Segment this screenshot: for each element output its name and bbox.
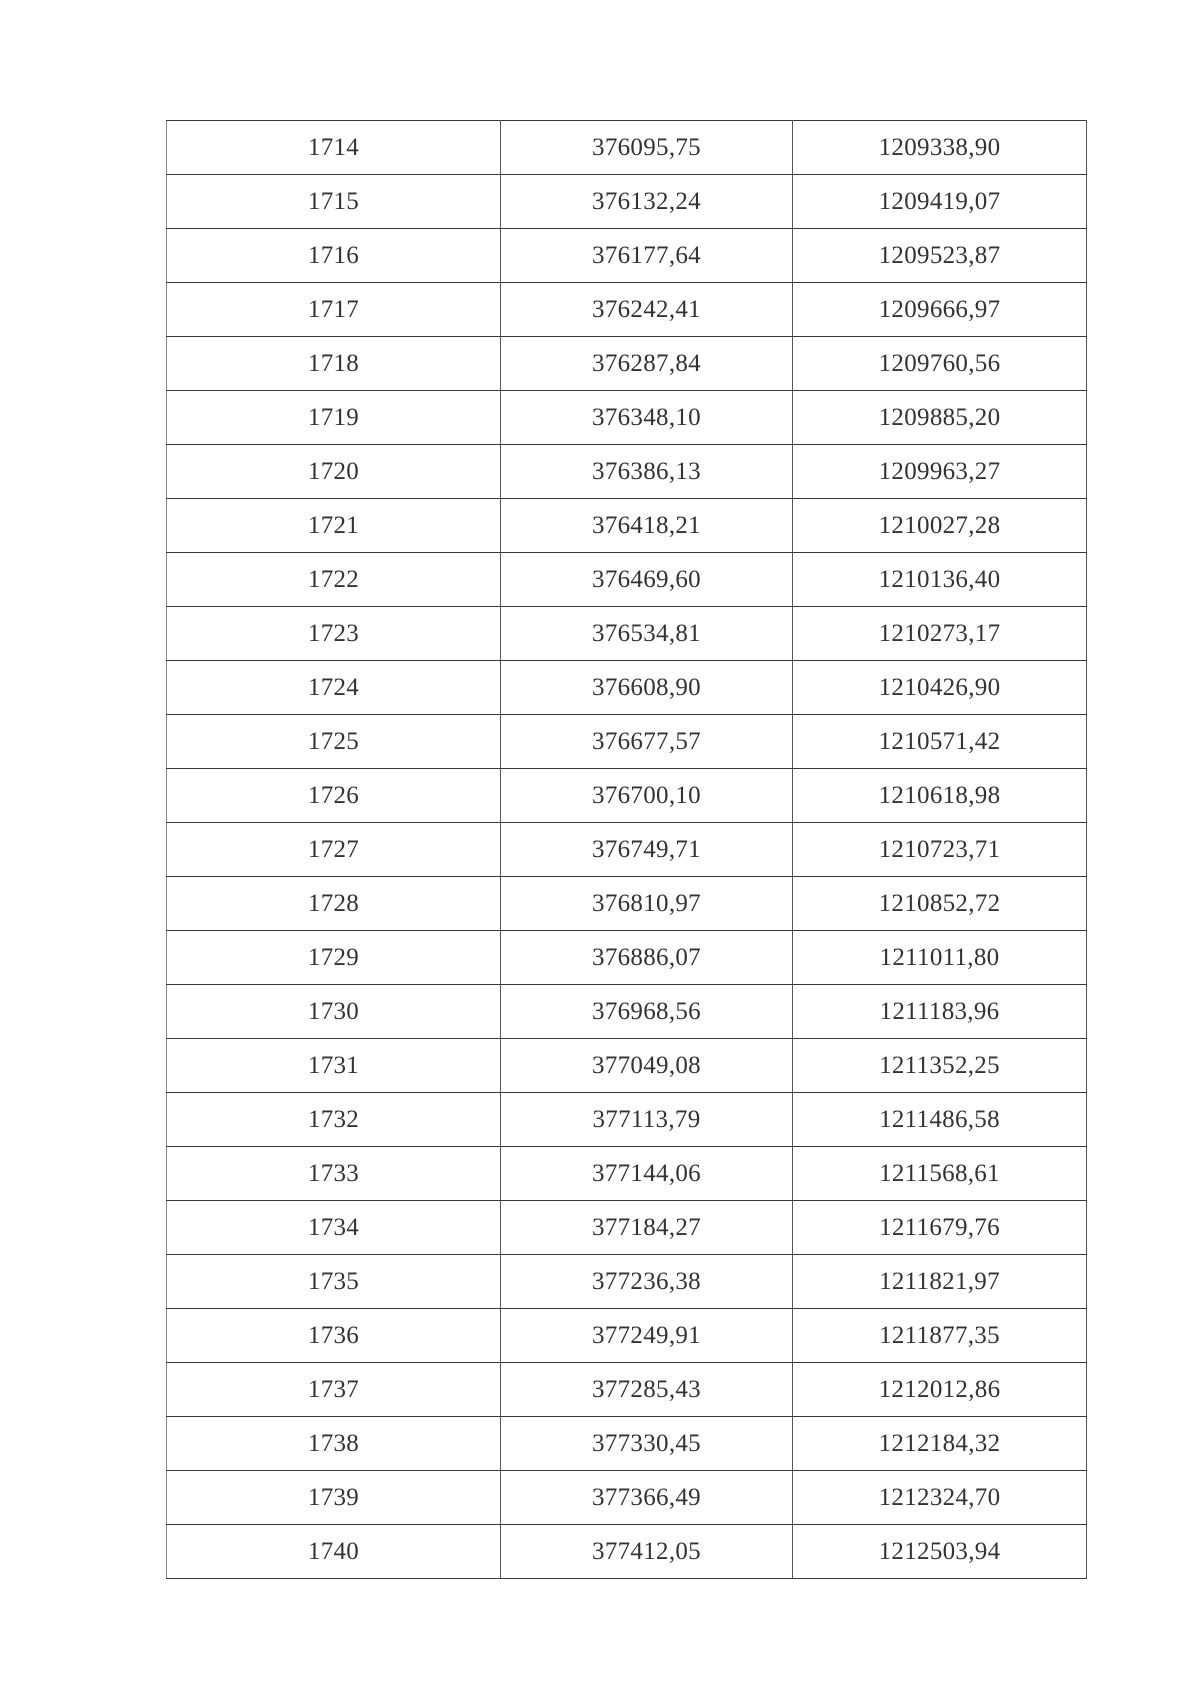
table-row: [167, 445, 1087, 499]
x-coordinate: 376749,71: [501, 823, 793, 877]
point-number: 1726: [167, 769, 501, 823]
y-coordinate: 1212184,32: [793, 1417, 1087, 1471]
table-row: [167, 1147, 1087, 1201]
table-row: [167, 553, 1087, 607]
point-number: 1719: [167, 391, 501, 445]
y-coordinate: 1210027,28: [793, 499, 1087, 553]
x-coordinate: 376469,60: [501, 553, 793, 607]
y-coordinate: 1209885,20: [793, 391, 1087, 445]
point-number: 1725: [167, 715, 501, 769]
point-number: 1722: [167, 553, 501, 607]
table-row: [167, 229, 1087, 283]
x-coordinate: 377249,91: [501, 1309, 793, 1363]
point-number: 1730: [167, 985, 501, 1039]
point-number: 1728: [167, 877, 501, 931]
table-row: [167, 877, 1087, 931]
x-coordinate: 377113,79: [501, 1093, 793, 1147]
point-number: 1734: [167, 1201, 501, 1255]
point-number: 1739: [167, 1471, 501, 1525]
y-coordinate: 1211352,25: [793, 1039, 1087, 1093]
x-coordinate: 377236,38: [501, 1255, 793, 1309]
point-number: 1729: [167, 931, 501, 985]
table-row: [167, 1201, 1087, 1255]
y-coordinate: 1209338,90: [793, 121, 1087, 175]
table-row: [167, 1309, 1087, 1363]
point-number: 1715: [167, 175, 501, 229]
table-row: [167, 1093, 1087, 1147]
y-coordinate: 1210571,42: [793, 715, 1087, 769]
x-coordinate: 376886,07: [501, 931, 793, 985]
table-row: [167, 1363, 1087, 1417]
point-number: 1732: [167, 1093, 501, 1147]
y-coordinate: 1212324,70: [793, 1471, 1087, 1525]
x-coordinate: 376534,81: [501, 607, 793, 661]
x-coordinate: 376677,57: [501, 715, 793, 769]
point-number: 1737: [167, 1363, 501, 1417]
table-row: [167, 823, 1087, 877]
y-coordinate: 1211486,58: [793, 1093, 1087, 1147]
table-row: [167, 1039, 1087, 1093]
point-number: 1738: [167, 1417, 501, 1471]
point-number: 1717: [167, 283, 501, 337]
table-row: [167, 985, 1087, 1039]
point-number: 1718: [167, 337, 501, 391]
x-coordinate: 376968,56: [501, 985, 793, 1039]
x-coordinate: 377285,43: [501, 1363, 793, 1417]
table-row: [167, 499, 1087, 553]
x-coordinate: 377184,27: [501, 1201, 793, 1255]
x-coordinate: 376348,10: [501, 391, 793, 445]
table-row: [167, 607, 1087, 661]
y-coordinate: 1209760,56: [793, 337, 1087, 391]
y-coordinate: 1211011,80: [793, 931, 1087, 985]
x-coordinate: 377412,05: [501, 1525, 793, 1579]
y-coordinate: 1210426,90: [793, 661, 1087, 715]
point-number: 1721: [167, 499, 501, 553]
point-number: 1724: [167, 661, 501, 715]
table-row: [167, 121, 1087, 175]
table-row: [167, 337, 1087, 391]
table-row: [167, 283, 1087, 337]
table-row: [167, 769, 1087, 823]
table-row: [167, 1471, 1087, 1525]
y-coordinate: 1210852,72: [793, 877, 1087, 931]
table-row: [167, 391, 1087, 445]
y-coordinate: 1210136,40: [793, 553, 1087, 607]
point-number: 1720: [167, 445, 501, 499]
y-coordinate: 1210723,71: [793, 823, 1087, 877]
point-number: 1716: [167, 229, 501, 283]
y-coordinate: 1209666,97: [793, 283, 1087, 337]
x-coordinate: 376810,97: [501, 877, 793, 931]
x-coordinate: 376287,84: [501, 337, 793, 391]
y-coordinate: 1211877,35: [793, 1309, 1087, 1363]
table-row: [167, 1255, 1087, 1309]
point-number: 1735: [167, 1255, 501, 1309]
y-coordinate: 1211679,76: [793, 1201, 1087, 1255]
x-coordinate: 376177,64: [501, 229, 793, 283]
point-number: 1733: [167, 1147, 501, 1201]
x-coordinate: 376418,21: [501, 499, 793, 553]
coordinates-table-body: [167, 121, 1087, 1579]
y-coordinate: 1210273,17: [793, 607, 1087, 661]
x-coordinate: 376608,90: [501, 661, 793, 715]
table-row: [167, 1525, 1087, 1579]
y-coordinate: 1211821,97: [793, 1255, 1087, 1309]
table-row: [167, 175, 1087, 229]
x-coordinate: 377366,49: [501, 1471, 793, 1525]
point-number: 1740: [167, 1525, 501, 1579]
x-coordinate: 376242,41: [501, 283, 793, 337]
point-number: 1736: [167, 1309, 501, 1363]
table-row: [167, 931, 1087, 985]
y-coordinate: 1212012,86: [793, 1363, 1087, 1417]
x-coordinate: 376386,13: [501, 445, 793, 499]
x-coordinate: 377049,08: [501, 1039, 793, 1093]
y-coordinate: 1210618,98: [793, 769, 1087, 823]
x-coordinate: 376132,24: [501, 175, 793, 229]
y-coordinate: 1211183,96: [793, 985, 1087, 1039]
table-row: [167, 661, 1087, 715]
table-row: [167, 1417, 1087, 1471]
table-row: [167, 715, 1087, 769]
y-coordinate: 1209963,27: [793, 445, 1087, 499]
x-coordinate: 376700,10: [501, 769, 793, 823]
point-number: 1727: [167, 823, 501, 877]
x-coordinate: 377330,45: [501, 1417, 793, 1471]
point-number: 1731: [167, 1039, 501, 1093]
y-coordinate: 1211568,61: [793, 1147, 1087, 1201]
coordinates-table: [166, 120, 1087, 1579]
y-coordinate: 1209523,87: [793, 229, 1087, 283]
point-number: 1714: [167, 121, 501, 175]
y-coordinate: 1212503,94: [793, 1525, 1087, 1579]
point-number: 1723: [167, 607, 501, 661]
x-coordinate: 376095,75: [501, 121, 793, 175]
y-coordinate: 1209419,07: [793, 175, 1087, 229]
x-coordinate: 377144,06: [501, 1147, 793, 1201]
